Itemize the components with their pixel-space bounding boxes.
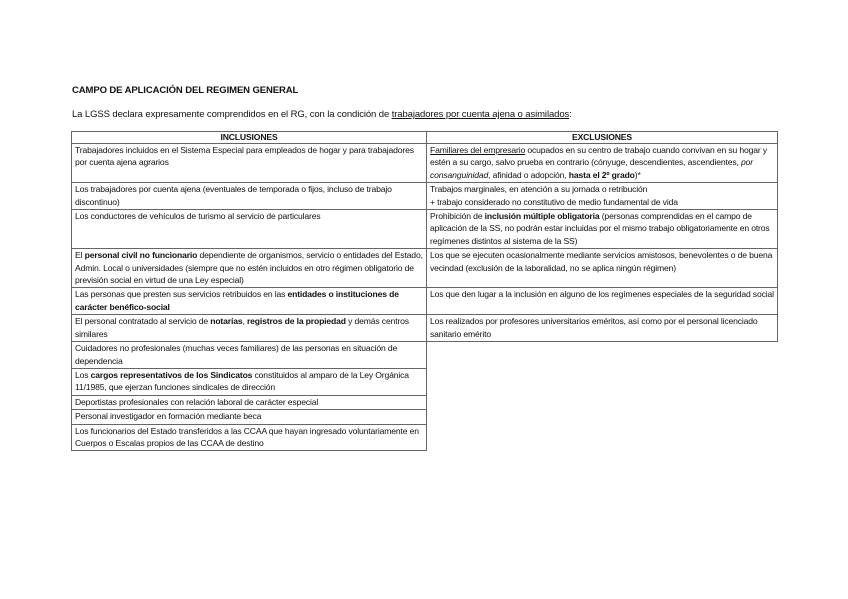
- cell-bold: entidades o instituciones de carácter benéfico-social: [75, 289, 399, 312]
- exclusion-cell: [427, 315, 778, 342]
- cell-text: Los que den lugar a la inclusión en alguno de los regímenes especiales de la seguridad social: [430, 289, 774, 300]
- cell-text: ocupados en su centro de trabajo cuando convivan en su hogar y estén a su cargo, salvo prueba en contrario (cónyuge, descendientes, ascendientes,: [430, 145, 767, 168]
- cell-bold: cargos representativos de los Sindicatos: [90, 369, 253, 380]
- inclusion-cell: [72, 368, 427, 395]
- inclusion-cell: [72, 315, 427, 342]
- cell-text: y demás centros similares: [75, 316, 409, 339]
- cell-text: El: [75, 250, 85, 261]
- cell-bold: notarías: [210, 316, 243, 327]
- header-exclusiones: EXCLUSIONES: [427, 132, 778, 144]
- cell-text: Deportistas profesionales con relación laboral de carácter especial: [75, 396, 319, 407]
- exclusion-cell: [427, 249, 778, 288]
- cell-bold: registros de la propiedad: [246, 316, 346, 327]
- cell-text: Las personas que presten sus servicios retribuidos en las: [75, 289, 288, 300]
- exclusion-cell: [427, 183, 778, 210]
- cell-underlined: Familiares del empresario: [430, 145, 526, 155]
- inclusion-cell: [72, 210, 427, 249]
- inclusion-cell: [72, 249, 427, 288]
- page-title: CAMPO DE APLICACIÓN DEL REGIMEN GENERAL: [72, 85, 299, 96]
- cell-text: Los realizados por profesores universitarios eméritos, así como por el personal licenciado sanitario emérito: [430, 316, 758, 339]
- intro-underlined: trabajadores por cuenta ajena o asimilados: [391, 109, 570, 120]
- cell-bold: inclusión múltiple obligatoria: [484, 211, 600, 222]
- table-row: [72, 342, 778, 369]
- empty-cell: [427, 424, 778, 451]
- cell-text: constituidos al amparo de la Ley Orgánica 11/1985, que ejerzan funciones sindicales de dirección: [75, 369, 409, 393]
- cell-text: Los trabajadores por cuenta ajena (eventuales de temporada o fijos, incluso de trabajo discontinuo): [75, 184, 392, 207]
- inclusion-cell: [72, 342, 427, 369]
- cell-text: ,: [242, 316, 247, 327]
- table-row: [72, 395, 778, 409]
- table-row: [72, 210, 778, 249]
- table-row: [72, 424, 778, 451]
- intro-paragraph: [72, 109, 572, 120]
- table-row: [72, 368, 778, 395]
- intro-end: :: [569, 109, 572, 120]
- cell-text: El personal contratado al servicio de: [75, 316, 211, 327]
- cell-text: Personal investigador en formación mediante beca: [75, 411, 262, 422]
- inclusion-cell: [72, 424, 427, 451]
- table-container: [71, 131, 777, 451]
- inclusion-cell: [72, 288, 427, 315]
- inclusions-exclusions-table: [71, 131, 778, 451]
- exclusion-cell: [427, 288, 778, 315]
- table-row: [72, 315, 778, 342]
- exclusion-cell: [427, 210, 778, 249]
- cell-text: Cuidadores no profesionales (muchas veces familiares) de las personas en situación de dependencia: [75, 343, 398, 366]
- empty-cell: [427, 395, 778, 409]
- inclusion-cell: [72, 410, 427, 424]
- cell-bold: personal civil no funcionario: [84, 250, 198, 261]
- cell-text: Trabajadores incluidos en el Sistema Especial para empleados de hogar y para trabajadores por cuenta ajena agrarios: [75, 145, 414, 168]
- table-row: [72, 183, 778, 210]
- cell-text: Los funcionarios del Estado transferidos a las CCAA que hayan ingresado voluntariamente en Cuerpos o Escalas propios de las CCAA de destino: [75, 425, 419, 448]
- intro-text: La LGSS declara expresamente comprendidos en el RG, con la condición de: [72, 109, 392, 120]
- cell-text: Prohibición de: [430, 211, 485, 222]
- cell-text: (personas comprendidas en el campo de aplicación de la SS, no podrán estar incluidas por el mismo trabajo obligatoriamente en otros regímenes distintos al sistema de la SS): [430, 211, 770, 246]
- table-row: [72, 249, 778, 288]
- cell-line: + trabajo considerado no constitutivo de medio fundamental de vida: [430, 196, 678, 207]
- cell-bold: hasta el 2º grado: [568, 169, 635, 180]
- cell-text: dependiente de organismos, servicio o entidades del Estado, Admin. Local o universidades (siempre que no estén incluidos en otro régimen obligatorio de previsión social en virtud de una Ley especial): [75, 250, 423, 286]
- header-inclusiones: INCLUSIONES: [72, 132, 427, 144]
- empty-cell: [427, 368, 778, 395]
- table-row: [72, 288, 778, 315]
- inclusion-cell: [72, 144, 427, 183]
- cell-text: )*: [634, 169, 641, 180]
- cell-text: Los conductores de vehículos de turismo al servicio de particulares: [75, 211, 321, 222]
- exclusion-cell: [427, 144, 778, 183]
- cell-italic: por consanguinidad: [430, 157, 753, 180]
- cell-text: Los que se ejecuten ocasionalmente mediante servicios amistosos, benevolentes o de buena vecindad (exclusión de la laboralidad, no se aplica ningún régimen): [430, 250, 773, 273]
- cell-line: Trabajos marginales, en atención a su jornada o retribución: [430, 184, 648, 195]
- table-header-row: [72, 132, 778, 144]
- empty-cell: [427, 342, 778, 369]
- inclusion-cell: [72, 395, 427, 409]
- cell-text: , afinidad o adopción,: [488, 169, 569, 180]
- cell-text: Los: [75, 369, 91, 380]
- empty-cell: [427, 410, 778, 424]
- table-row: [72, 410, 778, 424]
- inclusion-cell: [72, 183, 427, 210]
- table-row: [72, 144, 778, 183]
